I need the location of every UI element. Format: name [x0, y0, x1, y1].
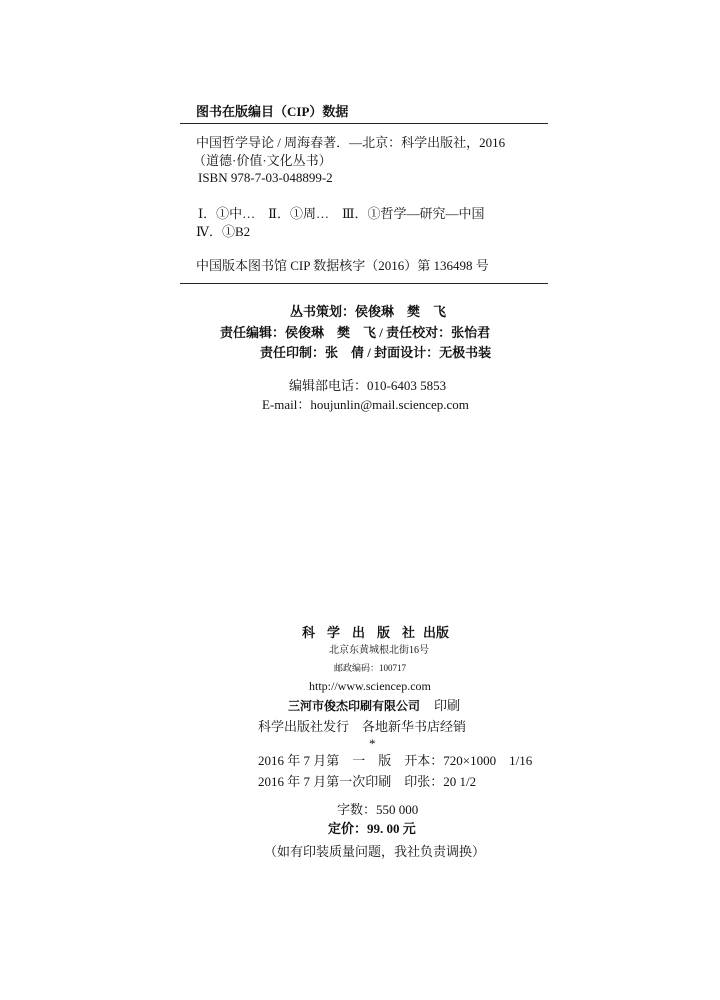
production-credit: 责任印制：张 倩 / 封面设计：无极书装	[260, 345, 492, 360]
publisher-suffix: 出版	[423, 625, 450, 640]
isbn: ISBN 978-7-03-048899-2	[198, 170, 333, 185]
cip-series-line: （道德·价值·文化丛书）	[193, 153, 332, 168]
classification-line-2: Ⅳ．①B2	[196, 224, 251, 239]
postcode: 邮政编码：100717	[334, 663, 407, 673]
printer-name: 三河市俊杰印刷有限公司	[288, 699, 421, 713]
editors-credit: 责任编辑：侯俊琳 樊 飞 / 责任校对：张怡君	[220, 325, 491, 340]
cip-heading: 图书在版编目（CIP）数据	[196, 104, 349, 119]
price: 定价：99. 00 元	[328, 821, 416, 836]
quality-notice: （如有印装质量问题，我社负责调换）	[264, 844, 486, 859]
printer-line	[288, 697, 460, 715]
printer-suffix: 印刷	[434, 698, 461, 713]
separator-asterisk: *	[369, 736, 376, 751]
cip-title-line: 中国哲学导论 / 周海春著．—北京：科学出版社，2016	[196, 135, 506, 150]
publisher-url: http://www.sciencep.com	[309, 679, 431, 693]
editorial-email: E-mail：houjunlin@mail.sciencep.com	[262, 397, 469, 412]
top-rule	[180, 123, 548, 124]
cip-number: 中国版本图书馆 CIP 数据核字（2016）第 136498 号	[196, 258, 489, 273]
publisher-address: 北京东黄城根北街16号	[329, 645, 429, 656]
editorial-phone: 编辑部电话：010-6403 5853	[289, 378, 447, 393]
bottom-rule	[180, 283, 548, 284]
printing-info: 2016 年 7 月第一次印刷 印张：20 1/2	[258, 774, 477, 789]
classification-line-1: Ⅰ．①中… Ⅱ．①周… Ⅲ．①哲学—研究—中国	[198, 206, 485, 221]
publisher-line	[302, 624, 449, 642]
word-count: 字数：550 000	[337, 802, 419, 817]
distribution: 科学出版社发行 各地新华书店经销	[258, 719, 467, 734]
publisher-name: 科学出版社	[302, 625, 428, 640]
edition-info: 2016 年 7 月第 一 版 开本：720×1000 1/16	[258, 753, 533, 768]
series-planning: 丛书策划：侯俊琳 樊 飞	[290, 304, 447, 319]
